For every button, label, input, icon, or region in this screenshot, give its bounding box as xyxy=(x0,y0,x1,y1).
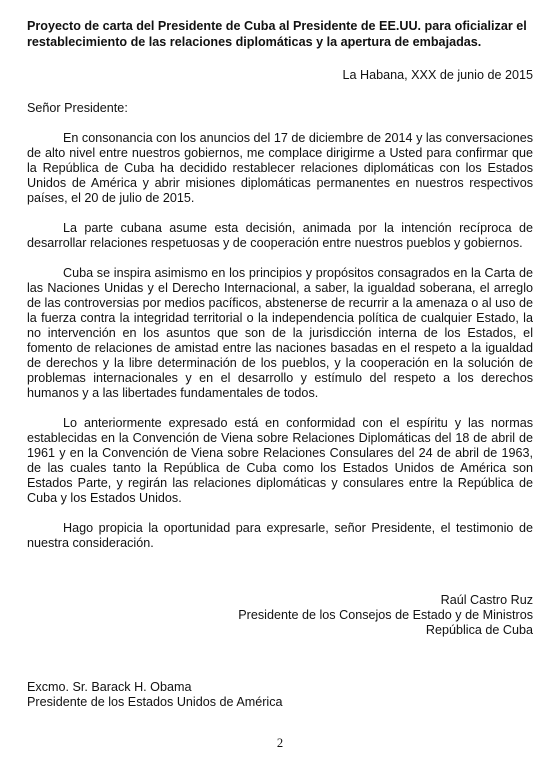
salutation: Señor Presidente: xyxy=(27,101,128,115)
signatory-name: Raúl Castro Ruz xyxy=(440,593,533,607)
body-paragraph-3: Cuba se inspira asimismo en los principios y propósitos consagrados en la Carta de las Naciones Unidas y el Derecho Internacional, a saber, la igualdad soberana, el arreglo de las controversias por medios pacíficos, abstenerse de recurrir a la amenaza o al uso de la fuerza contra la integridad territorial o la independencia política de cualquier Estado, la no intervención en los asuntos que son de la jurisdicción interna de los Estados, el fomento de relaciones de amistad entre las naciones basadas en el respeto a la igualdad de derechos y la libre determinación de los pueblos, y la cooperación en la solución de problemas internacionales y en el desarrollo y estímulo del respeto a los derechos humanos y a las libertades fundamentales de todos. xyxy=(27,266,533,400)
body-paragraph-1: En consonancia con los anuncios del 17 de diciembre de 2014 y las conversaciones de alto nivel entre nuestros gobiernos, me complace dirigirme a Usted para confirmar que la República de Cuba ha decidido restablecer relaciones diplomáticas con los Estados Unidos de América y abrir misiones diplomáticas permanentes en nuestros respectivos países, el 20 de julio de 2015. xyxy=(27,131,533,205)
signatory-position: Presidente de los Consejos de Estado y de Ministros xyxy=(238,608,533,622)
signatory-country: República de Cuba xyxy=(425,623,533,637)
letter-title: Proyecto de carta del Presidente de Cuba al Presidente de EE.UU. para oficializar el restablecimiento de las relaciones diplomáticas y la apertura de embajadas. xyxy=(27,19,527,49)
signature-block xyxy=(27,593,533,638)
addressee-block xyxy=(27,680,533,710)
page-number: 2 xyxy=(276,736,284,750)
body-paragraph-2: La parte cubana asume esta decisión, animada por la intención recíproca de desarrollar relaciones respetuosas y de cooperación entre nuestros pueblos y gobiernos. xyxy=(27,221,533,250)
place-date: La Habana, XXX de junio de 2015 xyxy=(342,68,533,82)
addressee-position: Presidente de los Estados Unidos de América xyxy=(27,695,283,709)
body-paragraph-5: Hago propicia la oportunidad para expresarle, señor Presidente, el testimonio de nuestra consideración. xyxy=(27,521,533,550)
addressee-name: Excmo. Sr. Barack H. Obama xyxy=(27,680,192,694)
body-paragraph-4: Lo anteriormente expresado está en conformidad con el espíritu y las normas establecidas en la Convención de Viena sobre Relaciones Diplomáticas del 18 de abril de 1961 y en la Convención de Viena sobre Relaciones Consulares del 24 de abril de 1963, de las cuales tanto la República de Cuba como los Estados Unidos de América son Estados Parte, y regirán las relaciones diplomáticas y consulares entre la República de Cuba y los Estados Unidos. xyxy=(27,416,533,505)
